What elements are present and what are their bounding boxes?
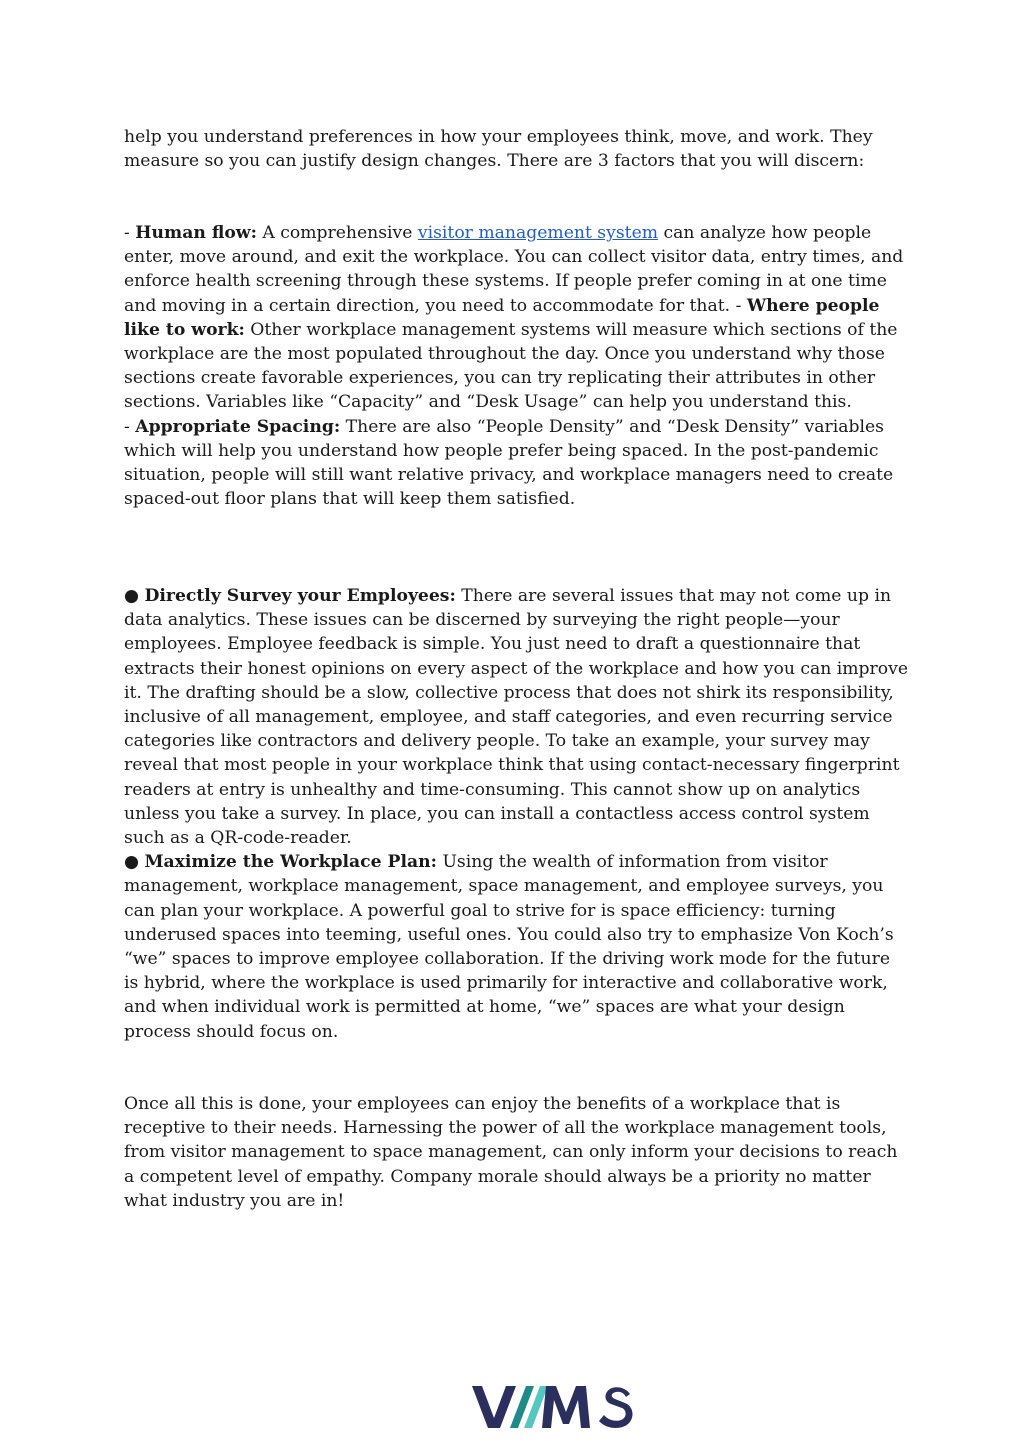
bullets-paragraph bbox=[124, 584, 909, 1044]
plan-text: Using the wealth of information from visitor management, workplace management, space management, and employee surveys, you can plan your workplace. A powerful goal to strive for is space efficiency: turning underused spaces into teeming, useful ones. You could also try to emphasize Von Koch’s “we” spaces to improve employee collaboration. If the driving work mode for the future is hybrid, where the workplace is used primarily for interactive and collaborative work, and when individual work is permitted at home, “we” spaces are what your design process should focus on. bbox=[124, 852, 894, 1042]
conclusion-paragraph: Once all this is done, your employees can enjoy the benefits of a workplace that is receptive to their needs. Harnessing the power of all the workplace management tools, from visitor management to space management, can only inform your decisions to reach a competent level of empathy. Company morale should always be a priority no matter what industry you are in! bbox=[124, 1094, 898, 1211]
human-flow-prefix: - bbox=[124, 223, 136, 243]
spacing-prefix: - bbox=[124, 416, 136, 437]
where-people-work-text: Other workplace management systems will measure which sections of the workplace are the most populated throughout the day. Once you understand why those sections create favorable experiences, you can try replicating their attributes in other sections. Variables like “Capacity” and “Desk Usage” can help you understand this. bbox=[124, 319, 898, 413]
survey-label: Directly Survey your Employees: bbox=[144, 586, 456, 606]
where-people-work-label: Where people like to work: bbox=[124, 295, 880, 340]
visitor-management-link[interactable]: visitor management system bbox=[417, 223, 659, 243]
survey-bullet-marker: ● bbox=[124, 586, 145, 606]
human-flow-label: Human flow: bbox=[135, 223, 257, 243]
intro-paragraph: help you understand preferences in how your employees think, move, and work. They measure so you can justify design changes. There are 3 factors that you will discern: bbox=[124, 127, 873, 172]
human-flow-text-a: A comprehensive bbox=[256, 223, 418, 243]
human-flow-text-b: can analyze how people enter, move around, and exit the workplace. You can collect visitor data, entry times, and enforce health screening through these systems. If people prefer coming in at one time and moving in a certain direction, you need to accommodate for that. - bbox=[124, 223, 904, 316]
vams-logo bbox=[470, 1382, 640, 1430]
spacing-text: There are also “People Density” and “Desk Density” variables which will help you understand how people prefer being spaced. In the post-pandemic situation, people will still want relative privacy, and workplace managers need to create spaced-out floor plans that will keep them satisfied. bbox=[124, 416, 894, 510]
plan-label: Maximize the Workplace Plan: bbox=[144, 852, 437, 873]
plan-bullet-marker: ● bbox=[124, 852, 145, 873]
factors-paragraph bbox=[124, 221, 909, 511]
survey-text: There are several issues that may not come up in data analytics. These issues can be discerned by surveying the right people—your employees. Employee feedback is simple. You just need to draft a questionnaire that extracts their honest opinions on every aspect of the workplace and how you can improve it. The drafting should be a slow, collective process that does not shirk its responsibility, inclusive of all management, employee, and staff categories, and even recurring service categories like contractors and delivery people. To take an example, your survey may reveal that most people in your workplace think that using contact-necessary fingerprint readers at entry is unhealthy and time-consuming. This cannot show up on analytics unless you take a survey. In place, you can install a contactless access control system such as a QR-code-reader. bbox=[124, 586, 908, 849]
spacing-label: Appropriate Spacing: bbox=[135, 416, 341, 437]
